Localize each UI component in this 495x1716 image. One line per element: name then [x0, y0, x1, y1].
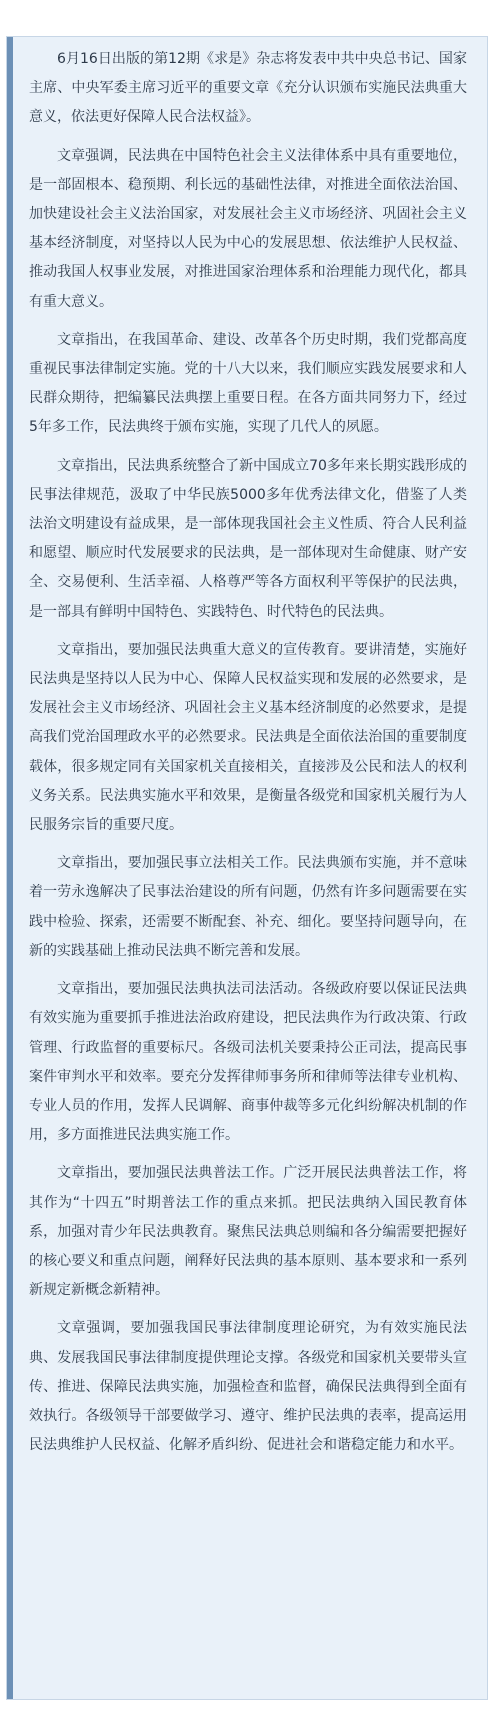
article-panel — [6, 36, 488, 1700]
paragraph-5: 文章指出，要加强民法典重大意义的宣传教育。要讲清楚，实施好民法典是坚持以人民为中心、保障人民权益实现和发展的必然要求，是发展社会主义市场经济、巩固社会主义基本经济制度的必然要求，是提高我们党治国理政水平的必然要求。民法典是全面依法治国的重要制度载体，很多规定同有关国家机关直接相关，直接涉及公民和法人的权利义务关系。民法典实施水平和效果，是衡量各级党和国家机关履行为人民服务宗旨的重要尺度。 — [29, 641, 467, 834]
article-body — [29, 45, 467, 1469]
paragraph-1: 6月16日出版的第12期《求是》杂志将发表中共中央总书记、国家主席、中央军委主席习近平的重要文章《充分认识颁布实施民法典重大意义，依法更好保障人民合法权益》。 — [29, 51, 467, 126]
paragraph-2: 文章强调，民法典在中国特色社会主义法律体系中具有重要地位，是一部固根本、稳预期、利长远的基础性法律，对推进全面依法治国、加快建设社会主义法治国家，对发展社会主义市场经济、巩固社会主义基本经济制度，对坚持以人民为中心的发展思想、依法维护人民权益、推动我国人权事业发展，对推进国家治理体系和治理能力现代化，都具有重大意义。 — [29, 147, 467, 310]
paragraph-7: 文章指出，要加强民法典执法司法活动。各级政府要以保证民法典有效实施为重要抓手推进法治政府建设，把民法典作为行政决策、行政管理、行政监督的重要标尺。各级司法机关要秉持公正司法，提高民事案件审判水平和效率。要充分发挥律师事务所和律师等法律专业机构、专业人员的作用，发挥人民调解、商事仲裁等多元化纠纷解决机制的作用，多方面推进民法典实施工作。 — [29, 981, 467, 1144]
paragraph-8: 文章指出，要加强民法典普法工作。广泛开展民法典普法工作，将其作为“十四五”时期普法工作的重点来抓。把民法典纳入国民教育体系，加强对青少年民法典教育。聚焦民法典总则编和各分编需要把握好的核心要义和重点问题，阐释好民法典的基本原则、基本要求和一系列新规定新概念新精神。 — [29, 1165, 467, 1299]
accent-bar — [7, 37, 13, 1699]
paragraph-4: 文章指出，民法典系统整合了新中国成立70多年来长期实践形成的民事法律规范，汲取了中华民族5000多年优秀法律文化，借鉴了人类法治文明建设有益成果，是一部体现我国社会主义性质、符合人民利益和愿望、顺应时代发展要求的民法典，是一部体现对生命健康、财产安全、交易便利、生活幸福、人格尊严等各方面权利平等保护的民法典，是一部具有鲜明中国特色、实践特色、时代特色的民法典。 — [29, 457, 467, 620]
paragraph-9: 文章强调，要加强我国民事法律制度理论研究，为有效实施民法典、发展我国民事法律制度提供理论支撑。各级党和国家机关要带头宣传、推进、保障民法典实施，加强检查和监督，确保民法典得到全面有效执行。各级领导干部要做学习、遵守、维护民法典的表率，提高运用民法典维护人民权益、化解矛盾纠纷、促进社会和谐稳定能力和水平。 — [29, 1320, 467, 1454]
paragraph-3: 文章指出，在我国革命、建设、改革各个历史时期，我们党都高度重视民事法律制定实施。党的十八大以来，我们顺应实践发展要求和人民群众期待，把编纂民法典摆上重要日程。在各方面共同努力下，经过5年多工作，民法典终于颁布实施，实现了几代人的夙愿。 — [29, 331, 467, 436]
paragraph-6: 文章指出，要加强民事立法相关工作。民法典颁布实施，并不意味着一劳永逸解决了民事法治建设的所有问题，仍然有许多问题需要在实践中检验、探索，还需要不断配套、补充、细化。要坚持问题导向，在新的实践基础上推动民法典不断完善和发展。 — [29, 855, 467, 959]
